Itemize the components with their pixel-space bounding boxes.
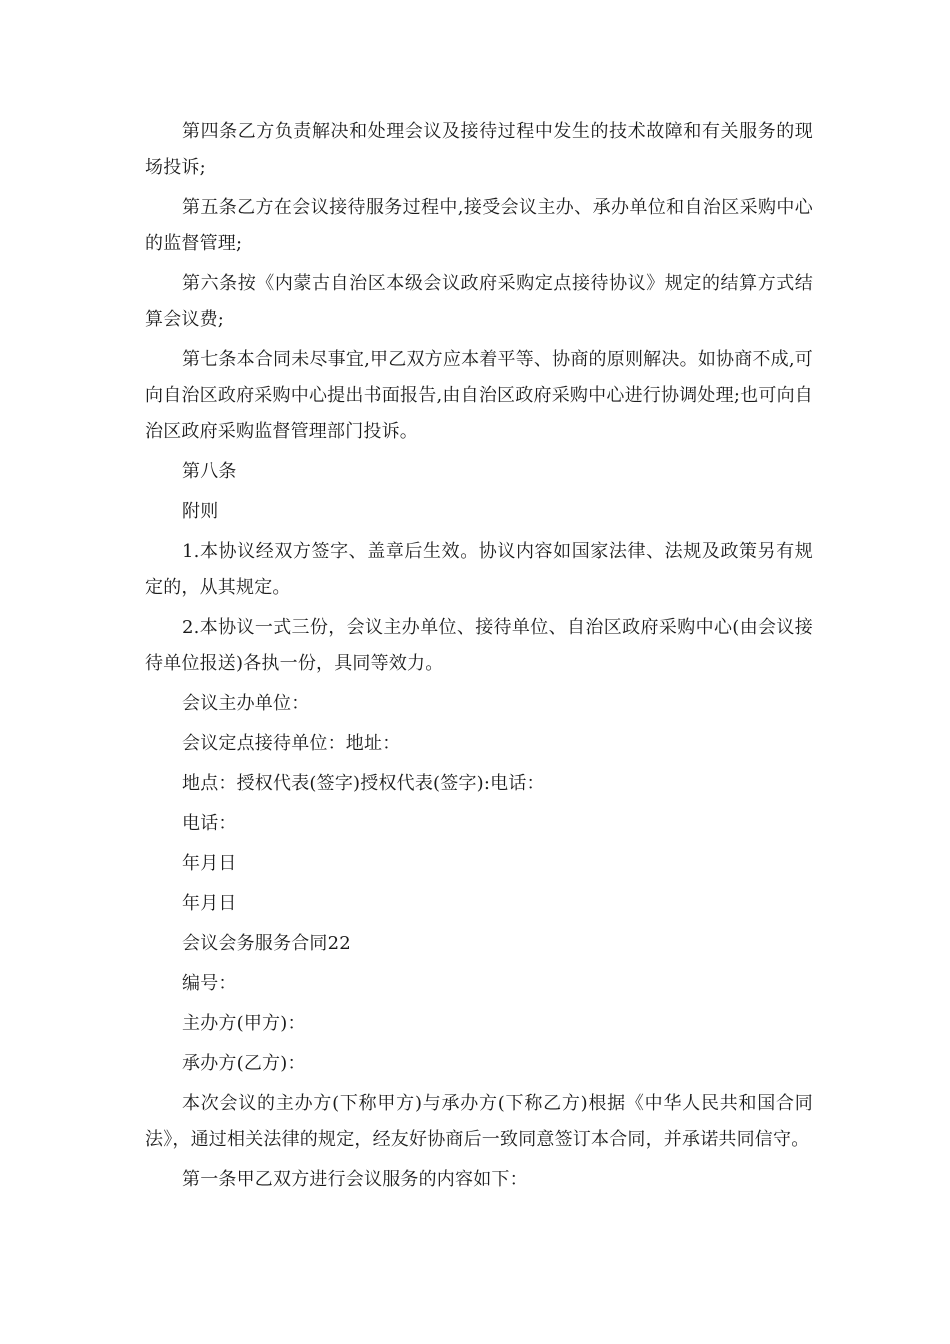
party-a-line: 主办方(甲方)： [182, 1013, 306, 1034]
article-5-paragraph: 第五条乙方在会议接待服务过程中,接受会议主办、承办单位和自治区采购中心的监督管理; [145, 197, 813, 254]
article-8-heading: 第八条 [182, 461, 237, 482]
article-6-paragraph: 第六条按《内蒙古自治区本级会议政府采购定点接待协议》规定的结算方式结算会议费; [145, 273, 813, 330]
article-1-paragraph: 第一条甲乙双方进行会议服务的内容如下： [182, 1169, 528, 1190]
contract-preamble: 本次会议的主办方(下称甲方)与承办方(下称乙方)根据《中华人民共和国合同法》，通过相关法律的规定，经友好协商后一致同意签订本合同，并承诺共同信守。 [145, 1093, 813, 1150]
reception-unit-line: 会议定点接待单位：地址： [182, 733, 401, 754]
contract-title: 会议会务服务合同22 [182, 933, 351, 954]
appendix-heading: 附则 [182, 501, 219, 522]
party-b-line: 承办方(乙方)： [182, 1053, 306, 1074]
date-line-2: 年月日 [182, 893, 237, 914]
phone-line: 电话： [182, 813, 237, 834]
article-4-paragraph: 第四条乙方负责解决和处理会议及接待过程中发生的技术故障和有关服务的现场投诉; [145, 121, 813, 178]
document-page [145, 114, 813, 1198]
article-7-paragraph: 第七条本合同未尽事宜,甲乙双方应本着平等、协商的原则解决。如协商不成,可向自治区政府采购中心提出书面报告,由自治区政府采购中心进行协调处理;也可向自治区政府采购监督管理部门投诉。 [145, 349, 813, 442]
host-unit-line: 会议主办单位： [182, 693, 310, 714]
appendix-item-1: 1.本协议经双方签字、盖章后生效。协议内容如国家法律、法规及政策另有规定的，从其规定。 [145, 541, 813, 598]
signature-line: 地点：授权代表(签字)授权代表(签字):电话： [182, 773, 545, 794]
contract-number-line: 编号： [182, 973, 237, 994]
date-line-1: 年月日 [182, 853, 237, 874]
appendix-item-2: 2.本协议一式三份，会议主办单位、接待单位、自治区政府采购中心(由会议接待单位报送)各执一份，具同等效力。 [145, 617, 813, 674]
